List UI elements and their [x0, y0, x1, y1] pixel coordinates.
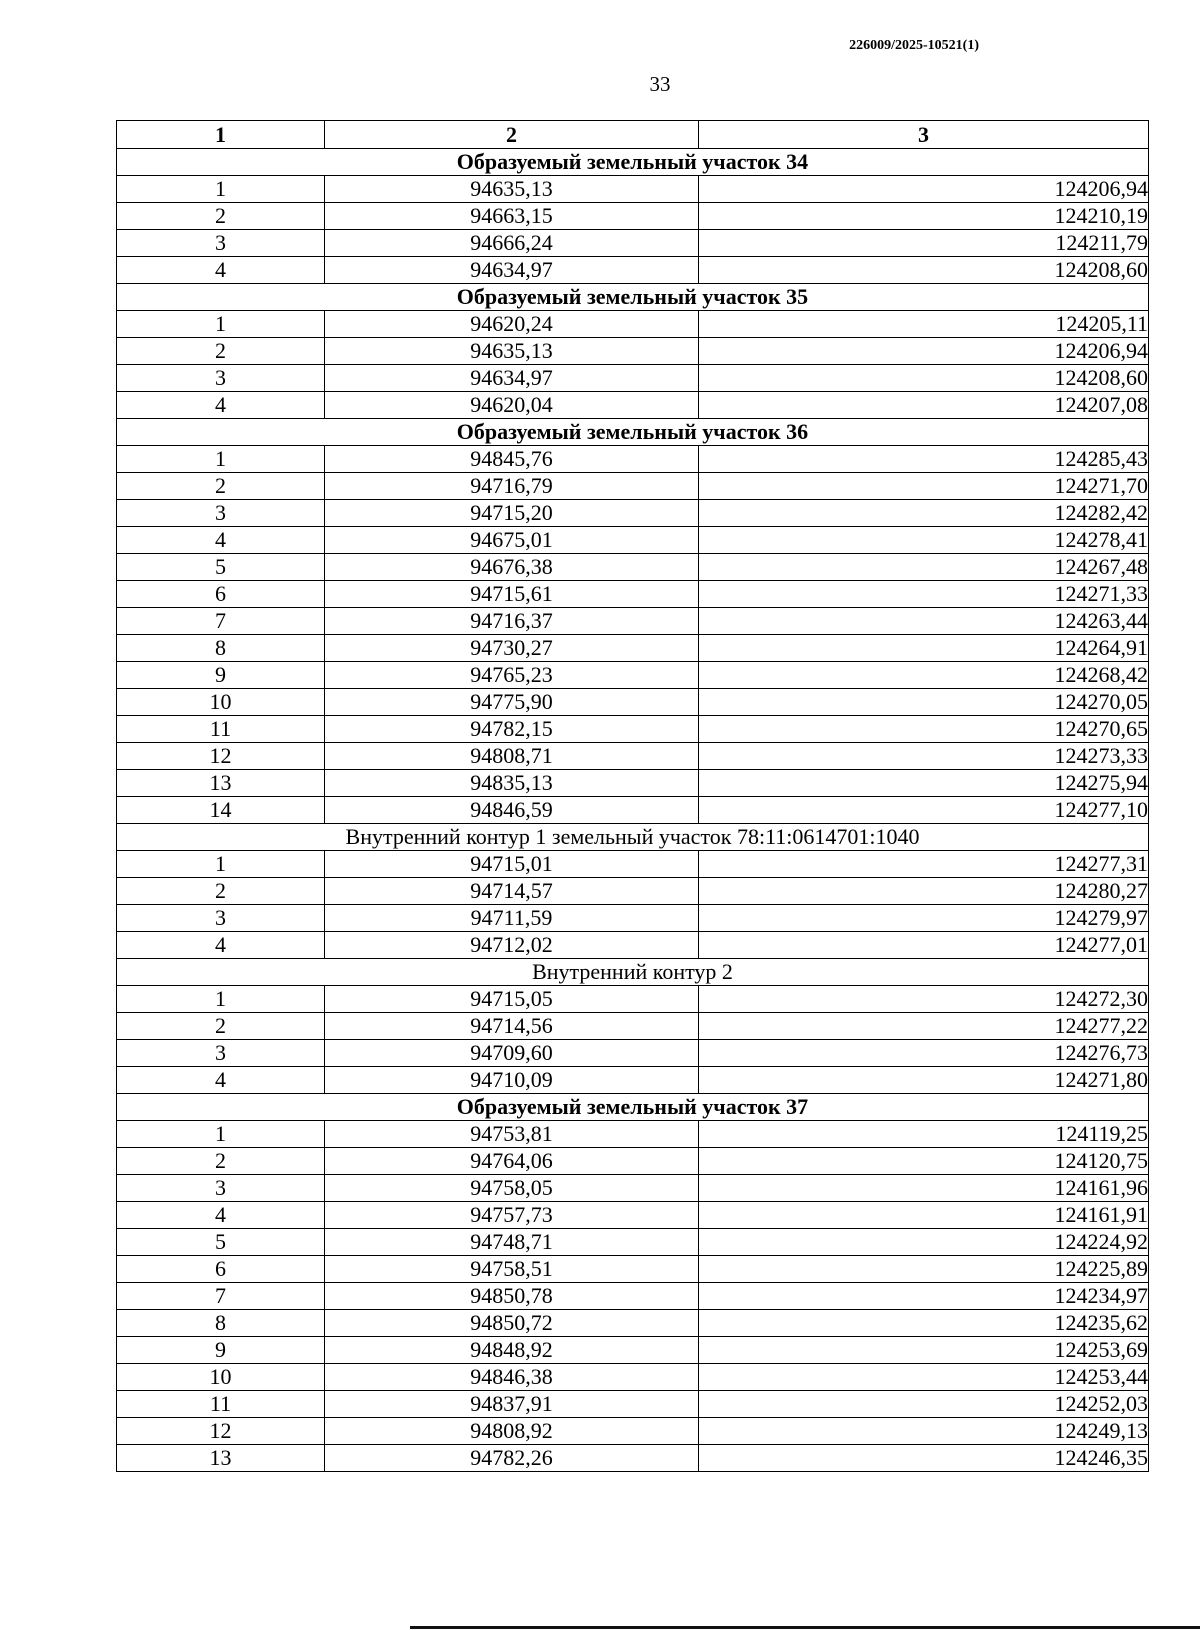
x-coordinate-cell: 94635,13	[325, 338, 699, 365]
point-number-cell: 2	[117, 338, 325, 365]
x-coordinate-cell: 94850,78	[325, 1283, 699, 1310]
y-coordinate-cell: 124225,89	[699, 1256, 1149, 1283]
x-coordinate-cell: 94715,61	[325, 581, 699, 608]
table-row	[117, 1256, 1149, 1283]
x-coordinate-cell: 94634,97	[325, 365, 699, 392]
document-number: 226009/2025-10521(1)	[849, 38, 979, 53]
x-coordinate-cell: 94714,57	[325, 878, 699, 905]
x-coordinate-cell: 94710,09	[325, 1067, 699, 1094]
table-row	[117, 1445, 1149, 1472]
table-row	[117, 608, 1149, 635]
point-number-cell: 10	[117, 1364, 325, 1391]
table-row	[117, 635, 1149, 662]
x-coordinate-cell: 94709,60	[325, 1040, 699, 1067]
y-coordinate-cell: 124277,31	[699, 851, 1149, 878]
x-coordinate-cell: 94758,51	[325, 1256, 699, 1283]
table-row	[117, 1067, 1149, 1094]
y-coordinate-cell: 124253,69	[699, 1337, 1149, 1364]
table-row	[117, 527, 1149, 554]
y-coordinate-cell: 124271,80	[699, 1067, 1149, 1094]
table-row	[117, 743, 1149, 770]
y-coordinate-cell: 124263,44	[699, 608, 1149, 635]
table-row	[117, 176, 1149, 203]
section-header-row	[117, 419, 1149, 446]
y-coordinate-cell: 124208,60	[699, 257, 1149, 284]
point-number-cell: 11	[117, 716, 325, 743]
point-number-cell: 3	[117, 1175, 325, 1202]
x-coordinate-cell: 94808,71	[325, 743, 699, 770]
page-number: 33	[649, 72, 671, 96]
x-coordinate-cell: 94837,91	[325, 1391, 699, 1418]
table-header-row	[117, 121, 1149, 149]
table-row	[117, 1229, 1149, 1256]
table-row	[117, 473, 1149, 500]
table-row	[117, 1202, 1149, 1229]
y-coordinate-cell: 124270,65	[699, 716, 1149, 743]
table-row	[117, 851, 1149, 878]
table-row	[117, 338, 1149, 365]
section-header-row	[117, 959, 1149, 986]
x-coordinate-cell: 94782,15	[325, 716, 699, 743]
point-number-cell: 2	[117, 1148, 325, 1175]
y-coordinate-cell: 124275,94	[699, 770, 1149, 797]
y-coordinate-cell: 124271,70	[699, 473, 1149, 500]
table-row	[117, 392, 1149, 419]
section-title: Внутренний контур 1 земельный участок 78:11:0614701:1040	[117, 824, 1149, 851]
y-coordinate-cell: 124206,94	[699, 338, 1149, 365]
x-coordinate-cell: 94716,79	[325, 473, 699, 500]
y-coordinate-cell: 124285,43	[699, 446, 1149, 473]
y-coordinate-cell: 124119,25	[699, 1121, 1149, 1148]
x-coordinate-cell: 94846,59	[325, 797, 699, 824]
table-row	[117, 797, 1149, 824]
column-header-2: 2	[325, 121, 699, 149]
y-coordinate-cell: 124207,08	[699, 392, 1149, 419]
point-number-cell: 7	[117, 608, 325, 635]
table-row	[117, 1310, 1149, 1337]
table-row	[117, 1391, 1149, 1418]
section-title: Образуемый земельный участок 36	[117, 419, 1149, 446]
table-row	[117, 365, 1149, 392]
point-number-cell: 12	[117, 743, 325, 770]
y-coordinate-cell: 124268,42	[699, 662, 1149, 689]
point-number-cell: 4	[117, 257, 325, 284]
y-coordinate-cell: 124280,27	[699, 878, 1149, 905]
point-number-cell: 3	[117, 500, 325, 527]
column-header-1: 1	[117, 121, 325, 149]
point-number-cell: 9	[117, 662, 325, 689]
point-number-cell: 4	[117, 1202, 325, 1229]
point-number-cell: 11	[117, 1391, 325, 1418]
page-bottom-line	[410, 1626, 1200, 1629]
table-row	[117, 662, 1149, 689]
y-coordinate-cell: 124277,22	[699, 1013, 1149, 1040]
column-header-3: 3	[699, 121, 1149, 149]
point-number-cell: 14	[117, 797, 325, 824]
y-coordinate-cell: 124205,11	[699, 311, 1149, 338]
table-row	[117, 1040, 1149, 1067]
point-number-cell: 3	[117, 365, 325, 392]
y-coordinate-cell: 124267,48	[699, 554, 1149, 581]
x-coordinate-cell: 94764,06	[325, 1148, 699, 1175]
y-coordinate-cell: 124271,33	[699, 581, 1149, 608]
x-coordinate-cell: 94757,73	[325, 1202, 699, 1229]
point-number-cell: 1	[117, 446, 325, 473]
table-body	[117, 149, 1149, 1472]
x-coordinate-cell: 94663,15	[325, 203, 699, 230]
x-coordinate-cell: 94715,20	[325, 500, 699, 527]
point-number-cell: 6	[117, 1256, 325, 1283]
x-coordinate-cell: 94676,38	[325, 554, 699, 581]
x-coordinate-cell: 94716,37	[325, 608, 699, 635]
table-row	[117, 554, 1149, 581]
y-coordinate-cell: 124272,30	[699, 986, 1149, 1013]
point-number-cell: 3	[117, 1040, 325, 1067]
x-coordinate-cell: 94850,72	[325, 1310, 699, 1337]
x-coordinate-cell: 94634,97	[325, 257, 699, 284]
table-row	[117, 716, 1149, 743]
table-row	[117, 1175, 1149, 1202]
y-coordinate-cell: 124279,97	[699, 905, 1149, 932]
section-header-row	[117, 824, 1149, 851]
table-row	[117, 203, 1149, 230]
x-coordinate-cell: 94714,56	[325, 1013, 699, 1040]
x-coordinate-cell: 94808,92	[325, 1418, 699, 1445]
y-coordinate-cell: 124273,33	[699, 743, 1149, 770]
table-row	[117, 311, 1149, 338]
point-number-cell: 6	[117, 581, 325, 608]
section-title: Внутренний контур 2	[117, 959, 1149, 986]
table-row	[117, 689, 1149, 716]
point-number-cell: 4	[117, 392, 325, 419]
section-header-row	[117, 149, 1149, 176]
point-number-cell: 1	[117, 176, 325, 203]
table-row	[117, 230, 1149, 257]
y-coordinate-cell: 124264,91	[699, 635, 1149, 662]
point-number-cell: 13	[117, 770, 325, 797]
x-coordinate-cell: 94758,05	[325, 1175, 699, 1202]
x-coordinate-cell: 94620,04	[325, 392, 699, 419]
x-coordinate-cell: 94715,05	[325, 986, 699, 1013]
point-number-cell: 2	[117, 473, 325, 500]
table-row	[117, 1418, 1149, 1445]
table-row	[117, 1337, 1149, 1364]
x-coordinate-cell: 94675,01	[325, 527, 699, 554]
point-number-cell: 1	[117, 1121, 325, 1148]
table-row	[117, 257, 1149, 284]
point-number-cell: 9	[117, 1337, 325, 1364]
point-number-cell: 12	[117, 1418, 325, 1445]
point-number-cell: 1	[117, 311, 325, 338]
x-coordinate-cell: 94848,92	[325, 1337, 699, 1364]
section-header-row	[117, 1094, 1149, 1121]
y-coordinate-cell: 124276,73	[699, 1040, 1149, 1067]
y-coordinate-cell: 124277,01	[699, 932, 1149, 959]
table-row	[117, 1013, 1149, 1040]
x-coordinate-cell: 94748,71	[325, 1229, 699, 1256]
point-number-cell: 4	[117, 932, 325, 959]
x-coordinate-cell: 94712,02	[325, 932, 699, 959]
point-number-cell: 13	[117, 1445, 325, 1472]
table-row	[117, 1283, 1149, 1310]
section-title: Образуемый земельный участок 34	[117, 149, 1149, 176]
x-coordinate-cell: 94666,24	[325, 230, 699, 257]
x-coordinate-cell: 94845,76	[325, 446, 699, 473]
y-coordinate-cell: 124277,10	[699, 797, 1149, 824]
y-coordinate-cell: 124235,62	[699, 1310, 1149, 1337]
y-coordinate-cell: 124161,91	[699, 1202, 1149, 1229]
table-row	[117, 581, 1149, 608]
table-row	[117, 878, 1149, 905]
point-number-cell: 1	[117, 986, 325, 1013]
table-row	[117, 905, 1149, 932]
point-number-cell: 2	[117, 203, 325, 230]
point-number-cell: 5	[117, 1229, 325, 1256]
x-coordinate-cell: 94782,26	[325, 1445, 699, 1472]
point-number-cell: 8	[117, 635, 325, 662]
x-coordinate-cell: 94753,81	[325, 1121, 699, 1148]
point-number-cell: 4	[117, 527, 325, 554]
y-coordinate-cell: 124278,41	[699, 527, 1149, 554]
point-number-cell: 5	[117, 554, 325, 581]
point-number-cell: 3	[117, 230, 325, 257]
y-coordinate-cell: 124270,05	[699, 689, 1149, 716]
table-row	[117, 770, 1149, 797]
section-title: Образуемый земельный участок 37	[117, 1094, 1149, 1121]
x-coordinate-cell: 94635,13	[325, 176, 699, 203]
point-number-cell: 10	[117, 689, 325, 716]
table-row	[117, 500, 1149, 527]
y-coordinate-cell: 124252,03	[699, 1391, 1149, 1418]
point-number-cell: 3	[117, 905, 325, 932]
point-number-cell: 1	[117, 851, 325, 878]
table-row	[117, 446, 1149, 473]
point-number-cell: 8	[117, 1310, 325, 1337]
y-coordinate-cell: 124208,60	[699, 365, 1149, 392]
y-coordinate-cell: 124249,13	[699, 1418, 1149, 1445]
section-header-row	[117, 284, 1149, 311]
y-coordinate-cell: 124210,19	[699, 203, 1149, 230]
x-coordinate-cell: 94620,24	[325, 311, 699, 338]
y-coordinate-cell: 124246,35	[699, 1445, 1149, 1472]
y-coordinate-cell: 124224,92	[699, 1229, 1149, 1256]
x-coordinate-cell: 94715,01	[325, 851, 699, 878]
table-row	[117, 1364, 1149, 1391]
y-coordinate-cell: 124253,44	[699, 1364, 1149, 1391]
point-number-cell: 4	[117, 1067, 325, 1094]
y-coordinate-cell: 124161,96	[699, 1175, 1149, 1202]
y-coordinate-cell: 124206,94	[699, 176, 1149, 203]
y-coordinate-cell: 124282,42	[699, 500, 1149, 527]
x-coordinate-cell: 94775,90	[325, 689, 699, 716]
y-coordinate-cell: 124234,97	[699, 1283, 1149, 1310]
x-coordinate-cell: 94711,59	[325, 905, 699, 932]
x-coordinate-cell: 94835,13	[325, 770, 699, 797]
x-coordinate-cell: 94730,27	[325, 635, 699, 662]
coordinates-table	[116, 120, 1149, 1472]
point-number-cell: 7	[117, 1283, 325, 1310]
y-coordinate-cell: 124211,79	[699, 230, 1149, 257]
table-row	[117, 1121, 1149, 1148]
y-coordinate-cell: 124120,75	[699, 1148, 1149, 1175]
x-coordinate-cell: 94846,38	[325, 1364, 699, 1391]
x-coordinate-cell: 94765,23	[325, 662, 699, 689]
table-row	[117, 1148, 1149, 1175]
table-row	[117, 986, 1149, 1013]
point-number-cell: 2	[117, 1013, 325, 1040]
point-number-cell: 2	[117, 878, 325, 905]
section-title: Образуемый земельный участок 35	[117, 284, 1149, 311]
table-row	[117, 932, 1149, 959]
